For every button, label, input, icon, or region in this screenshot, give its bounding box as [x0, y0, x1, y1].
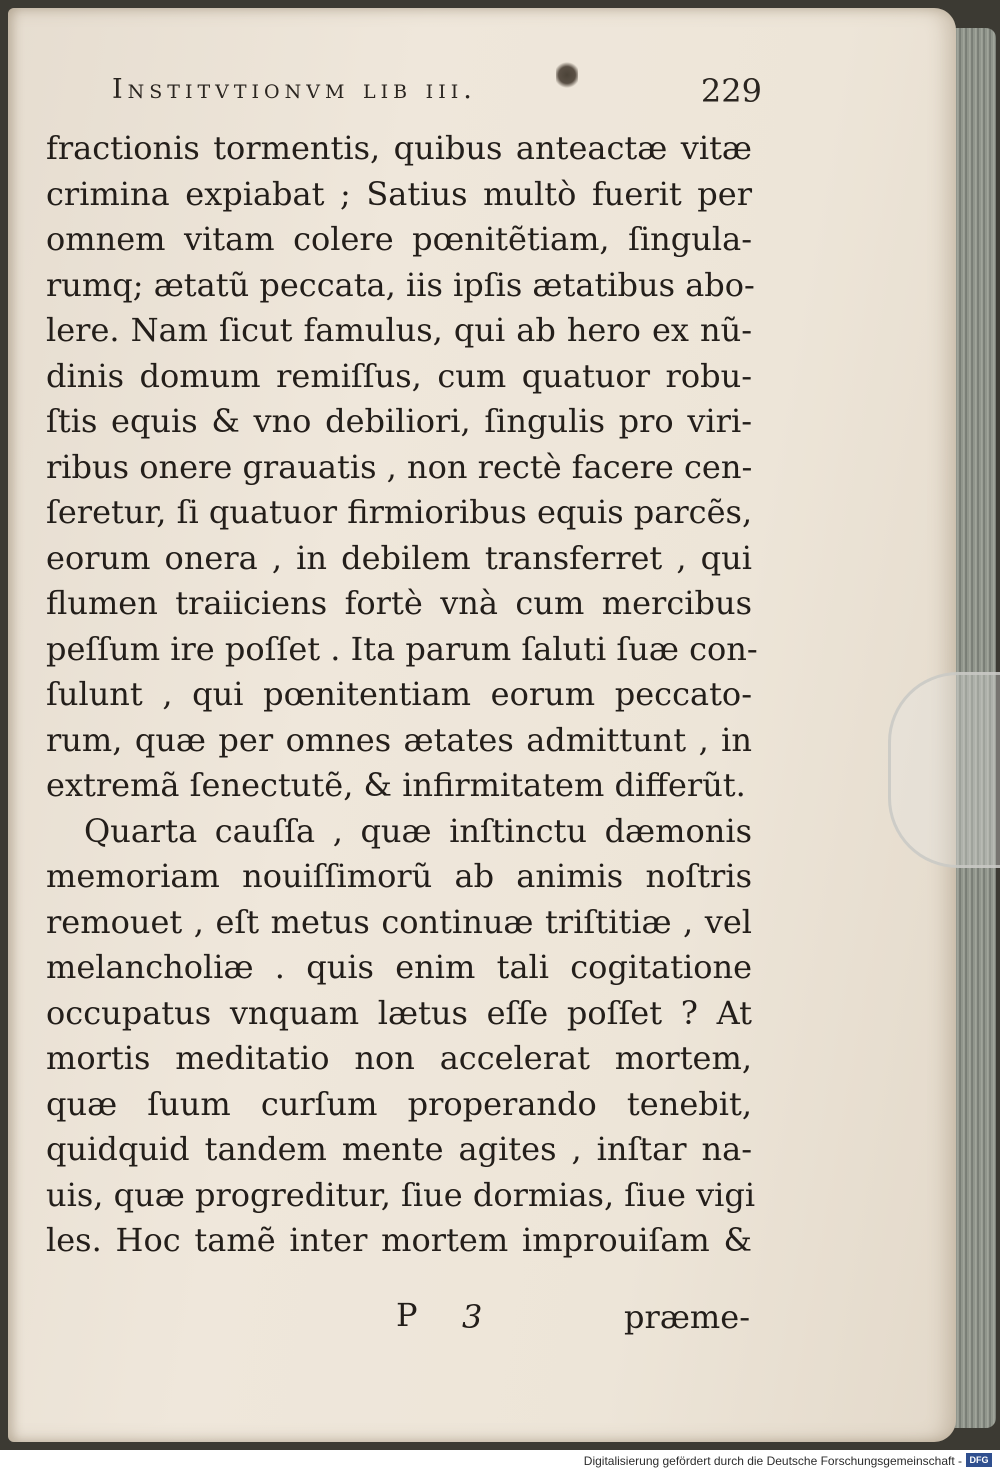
- text-line: eorum onera , in debilem transferret , qui: [46, 538, 752, 577]
- text-line: omnem vitam colere pœnitẽtiam, ſingula-: [46, 220, 752, 258]
- text-line: remouet , eſt metus continuæ triſtitiæ , vel: [46, 902, 752, 941]
- text-line: lere. Nam ſicut famulus, qui ab hero ex nũ-: [46, 311, 752, 349]
- text-line: flumen traiiciens fortè vnà cum mercibus: [46, 584, 752, 622]
- text-line: extremã ſenectutẽ, & infirmitatem differũt.: [46, 766, 746, 804]
- body-text: [46, 126, 758, 1264]
- text-line: ſeretur, ſi quatuor firmioribus equis parcẽs,: [46, 493, 753, 531]
- running-title: Institvtionvm lib iii.: [112, 74, 477, 105]
- text-line: ſtis equis & vno debiliori, ſingulis pro viri-: [46, 402, 752, 440]
- text-line: mortis meditatio non accelerat mortem,: [46, 1039, 752, 1077]
- page-clip: [888, 672, 1000, 868]
- catchword: præme-: [624, 1298, 750, 1336]
- running-head: [112, 60, 762, 120]
- text-line: fractionis tormentis, quibus anteactæ vitæ: [46, 129, 752, 167]
- text-line: quæ ſuum curſum properando tenebit,: [46, 1084, 752, 1123]
- catch-line: [396, 1296, 756, 1340]
- text-line: quidquid tandem mente agites , inſtar na-: [46, 1130, 752, 1168]
- funding-note: Digitalisierung gefördert durch die Deutsche Forschungsgemeinschaft -: [583, 1454, 962, 1468]
- text-line: ſulunt , qui pœnitentiam eorum peccato-: [46, 675, 752, 713]
- dfg-logo: DFG: [966, 1453, 992, 1467]
- ink-blot: [556, 60, 578, 90]
- text-line: rumq; ætatũ peccata, iis ipſis ætatibus abo-: [46, 265, 755, 304]
- signature-number: 3: [462, 1298, 483, 1336]
- digitization-footer: [0, 1450, 1000, 1473]
- text-line: occupatus vnquam lætus eſſe poſſet ? At: [46, 993, 752, 1032]
- text-line: rum, quæ per omnes ætates admittunt , in: [46, 720, 752, 759]
- text-line: peſſum ire poſſet . Ita parum ſaluti ſuæ con-: [46, 629, 758, 668]
- text-line: uis, quæ progreditur, ſiue dormias, ſiue vigi: [46, 1175, 756, 1214]
- page-number: 229: [700, 72, 762, 110]
- text-line: les. Hoc tamẽ inter mortem improuiſam &: [46, 1221, 752, 1259]
- text-line: crimina expiabat ; Satius multò fuerit per: [46, 174, 752, 213]
- text-line: dinis domum remiſſus, cum quatuor robu-: [46, 356, 752, 395]
- text-line: melancholiæ . quis enim tali cogitatione: [46, 948, 752, 986]
- text-line: ribus onere grauatis , non rectè facere cen-: [46, 447, 753, 486]
- text-line: Quarta cauſſa , quæ inſtinctu dæmonis: [84, 811, 752, 850]
- signature-mark: P: [396, 1296, 418, 1334]
- text-line: memoriam nouiſſimorũ ab animis noſtris: [46, 857, 752, 895]
